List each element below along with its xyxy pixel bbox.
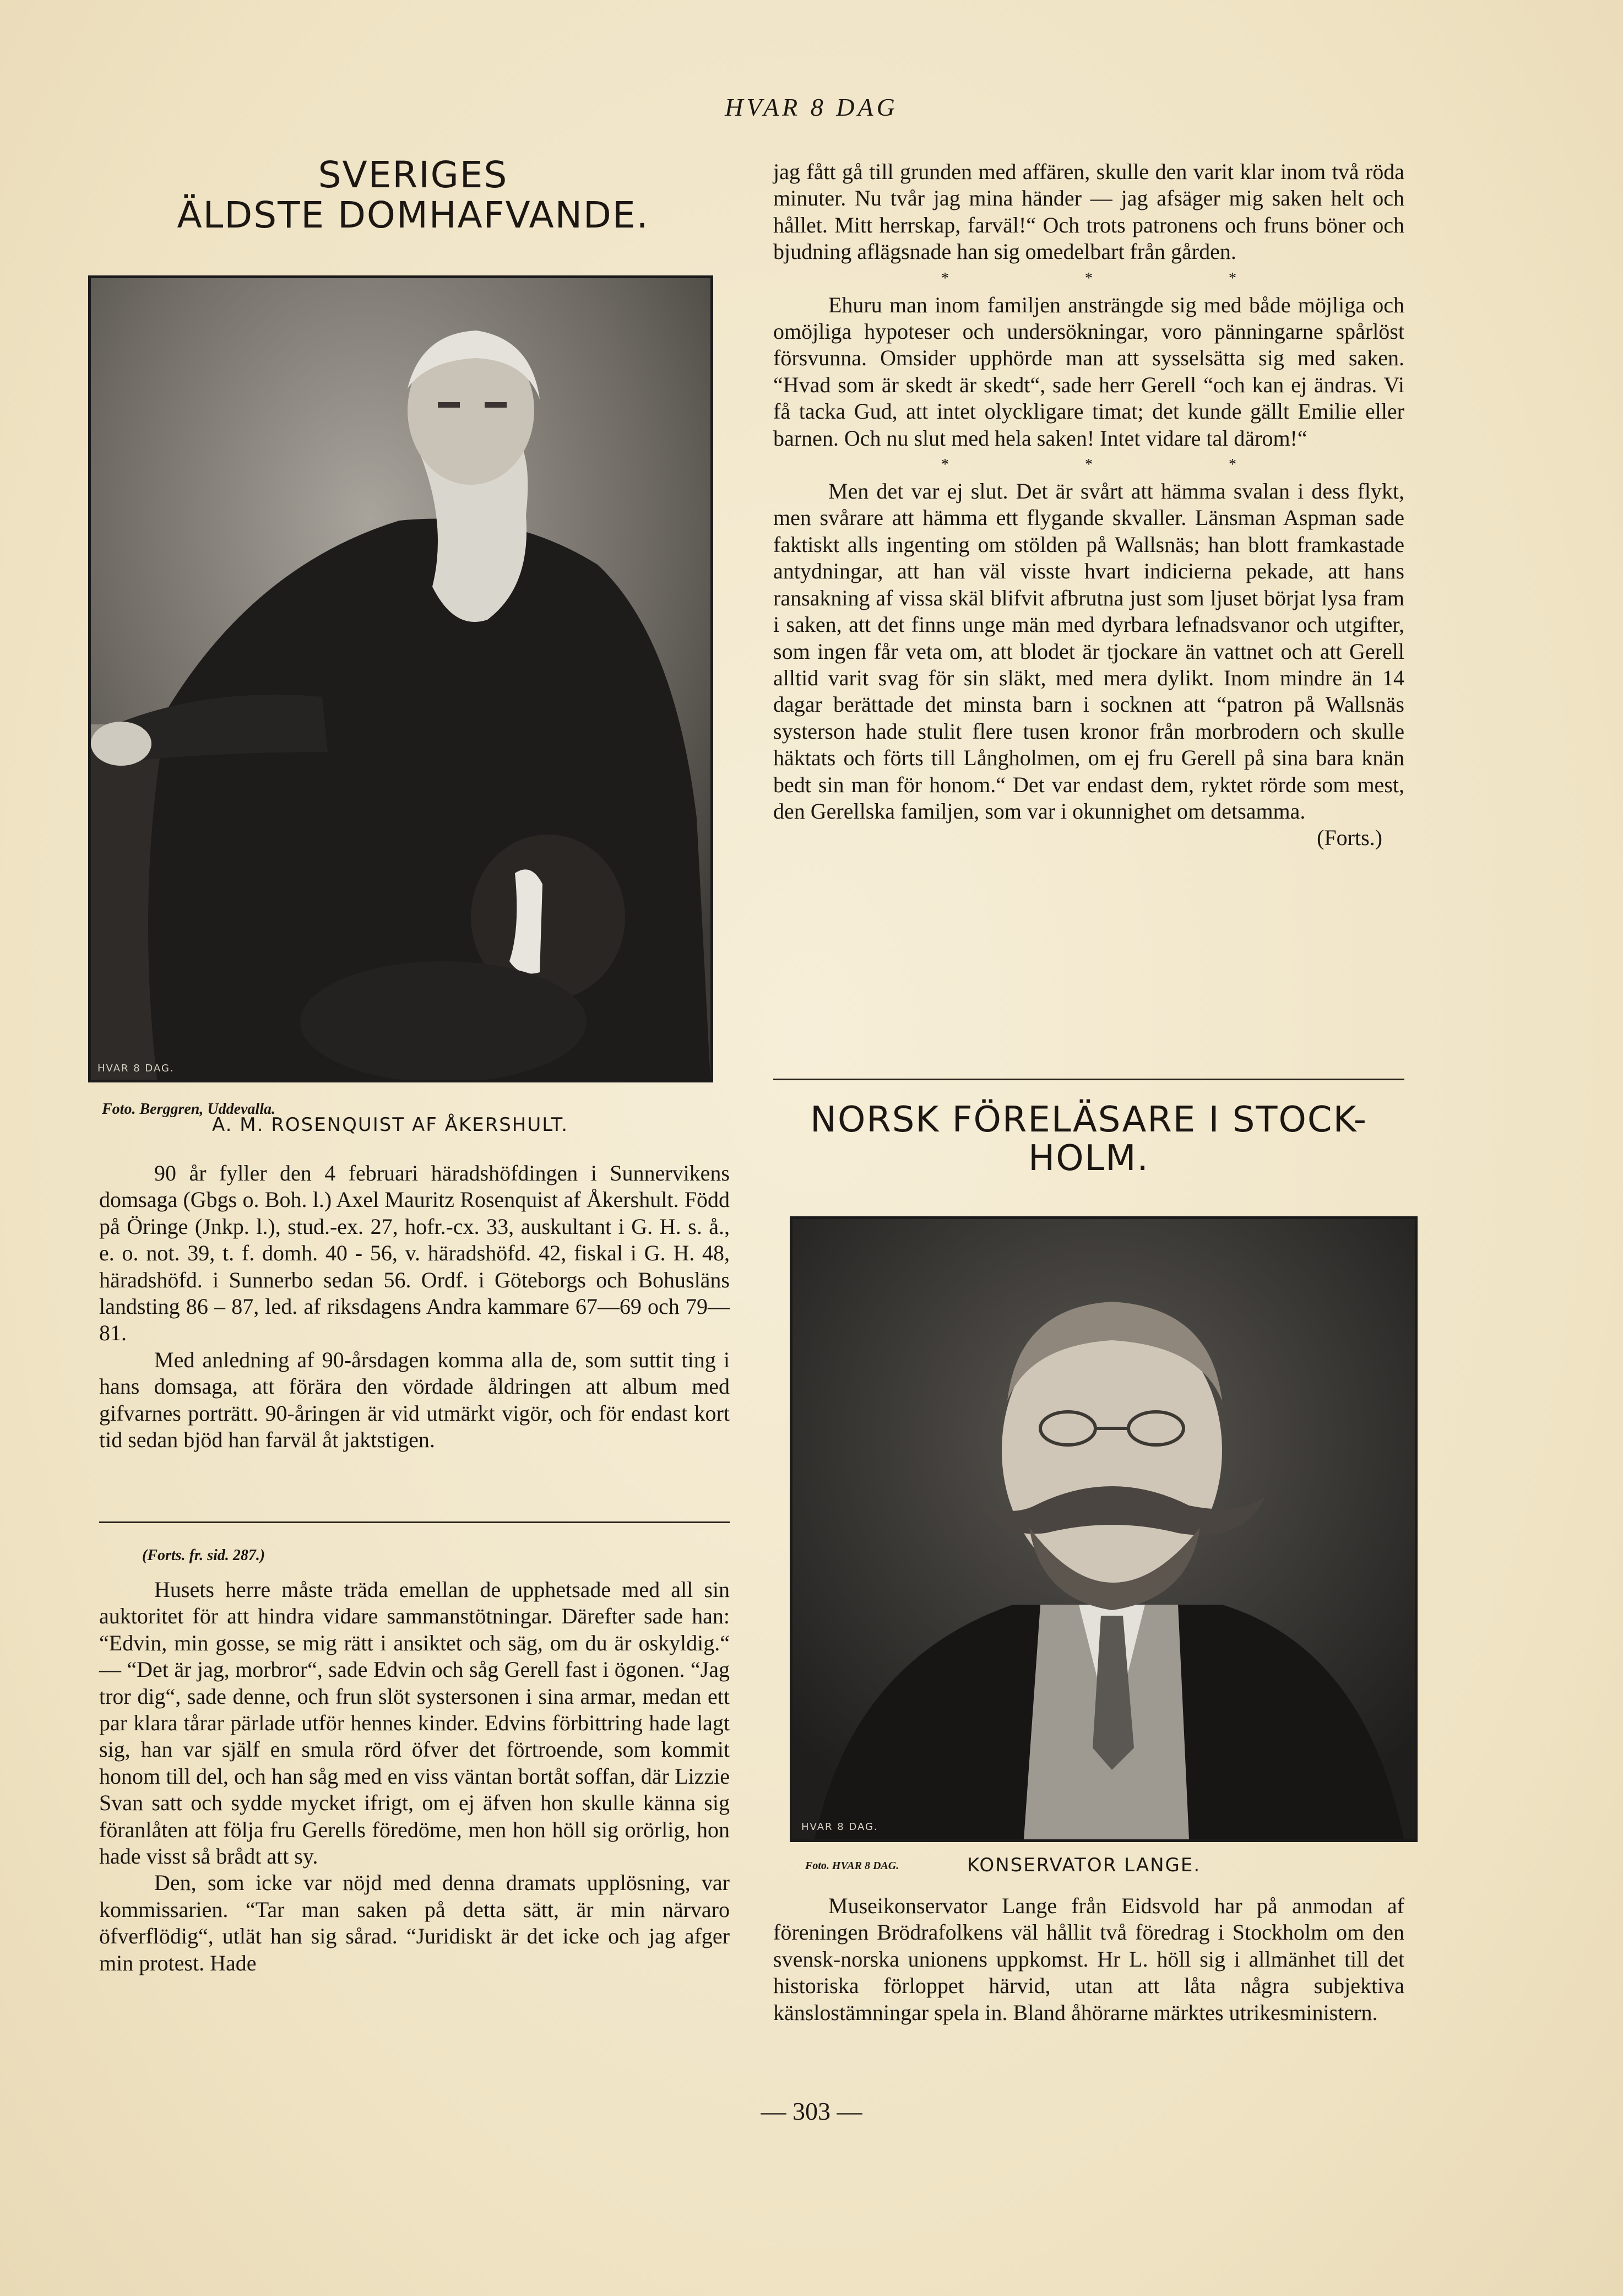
serial-left-paragraph-1: Husets herre måste träda emellan de upphetsade med all sin auktoritet för att hindra vidare sammanstötningar. Därefter sade han: “Edvin, min gosse, se mig rätt i ansiktet och säg, om du är oskyldig.“ — “Det är jag, morbror“, sade Edvin och såg Gerell fast i ögonen. “Jag tror dig“, sade denne, och frun slöt systersonen i sina armar, medan ett par klara tårar pärlade utför hennes kinder. Edvins förbittring hade lagt sig, han var själf en smula rörd öfver det förtroende, som kommit honom till del, och han såg med en viss väntan bortåt soffan, där Lizzie Svan satt och sydde mycket ifrigt, om ej äfven hon skulle känna sig föranlåten att följa fru Gerells föredöme, men hon höll sig orörlig, hon hade visst så brådt att sy. bbox=[99, 1577, 730, 1869]
serial-left-body bbox=[99, 1577, 730, 1976]
serial-left-paragraph-2: Den, som icke var nöjd med denna dramats upplösning, var kommissarien. “Tar man saken på detta sätt, är min närvaro öfverflödig“, utlät han sig sårad. “Juridiskt är det icke och jag afger min protest. Hade bbox=[99, 1870, 730, 1975]
article2-title-line-1: NORSK FÖRELÄSARE I STOCK- bbox=[810, 1100, 1367, 1140]
article1-title bbox=[88, 155, 738, 235]
serial-right-body bbox=[773, 159, 1404, 851]
photo-credit-berggren: Foto. Berggren, Uddevalla. bbox=[102, 1101, 275, 1118]
article2-title-line-2: HOLM. bbox=[1028, 1138, 1149, 1179]
photo-credit-hvar8dag: Foto. HVAR 8 DAG. bbox=[805, 1860, 899, 1872]
article2-paragraph: Museikonservator Lange från Eidsvold har på anmodan af föreningen Brödrafolkens väl hållit två föredrag i Stockholm om den svensk-norska unionens uppkomst. Hr L. höll sig i allmänhet till det historiska förloppet härvid, utan att låta några subjektiva känslostämningar spela in. Bland åhörarne märktes utrikesministern. bbox=[773, 1893, 1404, 2025]
article1-title-line-1: SVERIGES bbox=[318, 154, 508, 196]
section-break-stars-2: * * * bbox=[941, 456, 1302, 474]
article1-paragraph-1: 90 år fyller den 4 februari häradshöfdingen i Sunnervikens domsaga (Gbgs o. Boh. l.) Axel Mauritz Rosenquist af Åkershult. Född på Öringe (Jnkp. l.), stud.-ex. 27, hofr.-cx. 33, auskultant i G. H. s. å., e. o. not. 39, t. f. domh. 40 - 56, v. häradshöfd. 42, fiskal i G. H. 48, häradshöfd. i Sunnerbo sedan 56. Ordf. i Göteborgs och Bohusläns landsting 86 – 87, led. af riksdagens Andra kammare 67—69 och 79—81. bbox=[99, 1161, 730, 1346]
lange-portrait-image bbox=[792, 1219, 1415, 1839]
page-number: — 303 — bbox=[761, 2097, 862, 2125]
portrait-image bbox=[91, 278, 710, 1080]
portrait-photo-lange bbox=[790, 1216, 1418, 1842]
left-column-divider bbox=[99, 1521, 730, 1523]
serial-right-paragraph-3: Men det var ej slut. Det är svårt att hämma svalan i dess flykt, men svårare att hämma ett flygande skvaller. Länsman Aspman sade faktiskt alls ingenting om stölden på Wallsnäs; han blott framkastade antydningar, att han väl visste hvart indicierna pekade, att hans ransakning af vissa skäl blifvit afbrutna just som ljuset börjat lysa fram i saken, att det finns unge män med dyrbara lefnadsvanor och utgifter, som ingen får veta om, att blodet är tjockare än vattnet och att Gerell alltid varit svag för sin släkt, med mera dylikt. Inom mindre än 14 dagar berättade det minsta barn i socknen att “patron på Wallsnäs systerson hade stulit flere tusen kronor från morbrodern och skulle häktats och förts till Långholmen, om ej fru Gerell på sina bara knän bedt sin man för honom.“ Det var endast dem, ryktet rörde som mest, den Gerellska familjen, som var i okunnighet om detsamma. bbox=[773, 479, 1404, 824]
article1-paragraph-2: Med anledning af 90-årsdagen komma alla de, som suttit ting i hans domsaga, att förära den vördade åldringen att album med gifvarnes porträtt. 90-åringen är vid utmärkt vigör, och för endast kort tid sedan bjöd han farväl åt jaktstigen. bbox=[99, 1347, 730, 1453]
article1-body bbox=[99, 1160, 730, 1453]
portrait-caption-lange: KONSERVATOR LANGE. bbox=[967, 1854, 1201, 1876]
serial-right-paragraph-2: Ehuru man inom familjen ansträngde sig med både möjliga och omöjliga hypoteser och undersökningar, voro pänningarne spårlöst försvunna. Omsider upphörde man att sysselsätta sig med saken. “Hvad som är skedt är skedt“, sade herr Gerell “och kan ej ändras. Vi få tacka Gud, att intet olyckligare timat; det kunde gällt Emilie eller barnen. Och nu slut med hela saken! Intet vidare tal därom!“ bbox=[773, 292, 1404, 451]
serial-continued-from: (Forts. fr. sid. 287.) bbox=[142, 1547, 265, 1564]
lange-photo-stamp: HVAR 8 DAG. bbox=[801, 1821, 878, 1833]
article2-body bbox=[773, 1893, 1404, 2026]
right-column-divider bbox=[773, 1079, 1404, 1080]
to-be-continued: (Forts.) bbox=[1317, 825, 1382, 851]
serial-right-paragraph-1: jag fått gå till grunden med affären, skulle den varit klar inom två röda minuter. Nu tvår jag mina händer — jag afsäger mig saken helt och hållet. Mitt herrskap, farväl!“ Och trots patronens och fruns böner och bjudning aflägsnade han sig omedelbart från gården. bbox=[773, 159, 1404, 264]
section-break-stars-1: * * * bbox=[941, 269, 1302, 287]
running-head: HVAR 8 DAG bbox=[725, 93, 898, 121]
portrait-photo-rosenquist bbox=[88, 275, 713, 1082]
article1-title-line-2: ÄLDSTE DOMHAFVANDE. bbox=[177, 193, 649, 236]
portrait-caption-rosenquist: A. M. ROSENQUIST AF ÅKERSHULT. bbox=[212, 1114, 569, 1136]
article2-title bbox=[773, 1101, 1404, 1178]
photo-stamp: HVAR 8 DAG. bbox=[97, 1063, 175, 1074]
